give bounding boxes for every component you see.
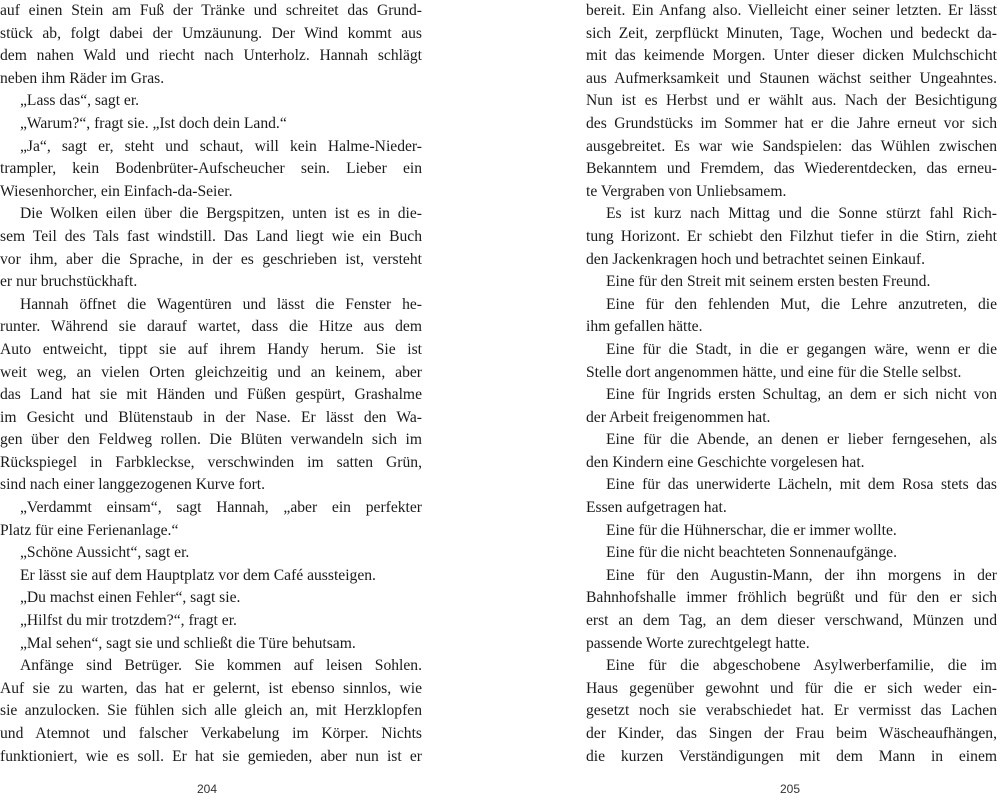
- text-line: „Mal sehen“, sagt sie und schließt die Türe behutsam.: [20, 634, 356, 652]
- text-line: neben ihm Räder im Gras.: [0, 69, 165, 87]
- text-line: dem nahen Wald und riecht nach Unterholz. Hannah schlägt: [0, 47, 422, 65]
- right-page: [500, 0, 1000, 800]
- text-line: der Kinder, das Singen der Frau beim Wäscheaufhängen,: [586, 725, 997, 742]
- text-line: runter. Während sie darauf wartet, dass die Hitze aus dem: [0, 318, 422, 336]
- text-line: tung Horizont. Er schiebt den Filzhut tiefer in die Stirn, zieht: [586, 227, 997, 245]
- text-line: passende Worte zurechtgelegt hatte.: [586, 634, 810, 652]
- text-line: Auf sie zu warten, das hat er gelernt, ist ebenso sinnlos, wie: [0, 679, 422, 697]
- text-line: mit das keimende Morgen. Unter dieser dicken Mulchschicht: [586, 47, 997, 65]
- left-page-number: 204: [197, 782, 218, 796]
- text-line: „Ja“, sagt er, steht und schaut, will kein Halme-Nieder-: [20, 137, 422, 155]
- text-line: Die Wolken eilen über die Bergspitzen, unten ist es in die-: [20, 205, 422, 223]
- text-line: Haus gegenüber gewohnt und für die er sich weder ein-: [586, 679, 997, 697]
- text-line: er nur bruchstückhaft.: [0, 273, 138, 291]
- text-line: „Verdammt einsam“, sagt Hannah, „aber ein perfekter: [20, 499, 422, 517]
- text-line: Eine für Ingrids ersten Schultag, an dem er sich nicht von: [606, 386, 997, 404]
- text-line: Anfänge sind Betrüger. Sie kommen auf leisen Sohlen.: [20, 657, 422, 675]
- text-line: Auto entweicht, tippt sie auf ihrem Handy herum. Sie ist: [0, 340, 422, 358]
- text-line: Wiesenhorcher, ein Einfach-da-Seier.: [0, 182, 233, 200]
- text-line: vor ihm, aber die Sprache, in der es geschrieben ist, versteht: [0, 250, 422, 268]
- text-line: Eine für den Augustin-Mann, der ihn morgens in der: [606, 566, 997, 584]
- text-line: aus Aufmerksamkeit und Staunen wächst seither Ungeahntes.: [586, 69, 997, 87]
- text-line: stück ab, folgt dabei der Umzäunung. Der Wind kommt aus: [0, 24, 422, 42]
- text-line: auf einen Stein am Fuß der Tränke und schreitet das Grund-: [0, 2, 422, 19]
- text-line: der Arbeit freigenommen hat.: [586, 408, 771, 426]
- text-line: Eine für die Hühnerschar, die er immer wollte.: [606, 521, 897, 539]
- text-line: Platz für eine Ferienanlage.“: [0, 521, 179, 539]
- text-line: ihm gefallen hätte.: [586, 318, 703, 336]
- text-line: ausgebreitet. Es war wie Sandspielen: das Wühlen zwischen: [586, 137, 997, 155]
- text-line: trampler, kein Bodenbrüter-Aufscheucher sein. Lieber ein: [0, 160, 422, 178]
- text-line: Hannah öffnet die Wagentüren und lässt die Fenster he-: [20, 295, 422, 313]
- text-line: „Lass das“, sagt er.: [20, 92, 140, 110]
- text-line: sem Teil des Tals fast windstill. Das Land liegt wie ein Buch: [0, 227, 422, 245]
- text-line: Essen aufgetragen hat.: [586, 499, 727, 517]
- text-line: im Gesicht und Blütenstaub in der Nase. Er lässt den Wa-: [0, 408, 422, 426]
- text-line: die kurzen Verständigungen mit dem Mann in einem: [586, 747, 997, 765]
- right-page-number: 205: [780, 782, 801, 796]
- text-line: gen über den Feldweg rollen. Die Blüten verwandeln sich im: [0, 431, 422, 449]
- right-page-text: [586, 0, 997, 768]
- text-line: und Atemnot und falscher Verkabelung im Körper. Nichts: [0, 725, 422, 742]
- text-line: Bekanntem und Fremdem, das Wiederentdecken, das erneu-: [586, 160, 997, 178]
- text-line: Eine für die Stadt, in die er gegangen wäre, wenn er die: [606, 340, 997, 358]
- text-line: Es ist kurz nach Mittag und die Sonne stürzt fahl Rich-: [606, 205, 997, 223]
- text-line: Bahnhofshalle immer fröhlich begrüßt und für den er sich: [586, 589, 997, 607]
- text-line: sich Zeit, zerpflückt Minuten, Tage, Wochen und bedeckt da-: [586, 24, 997, 42]
- text-line: „Schöne Aussicht“, sagt er.: [20, 544, 190, 562]
- text-line: des Grundstücks im Sommer hat er die Jahre erneut vor sich: [586, 114, 997, 132]
- text-line: sie anzulocken. Sie fühlen sich alle gleich an, mit Herzklopfen: [0, 702, 422, 720]
- text-line: „Warum?“, fragt sie. „Ist doch dein Land.“: [20, 114, 287, 132]
- text-line: te Vergraben von Unliebsamem.: [586, 182, 787, 200]
- text-line: gesetzt noch sie verabschiedet hat. Er vermisst das Lachen: [586, 702, 997, 720]
- text-line: Er lässt sie auf dem Hauptplatz vor dem Café aussteigen.: [20, 566, 376, 584]
- left-page-text: [0, 0, 422, 768]
- text-line: Eine für den Streit mit seinem ersten besten Freund.: [606, 273, 931, 291]
- text-line: Eine für die abgeschobene Asylwerberfamilie, die im: [606, 657, 997, 675]
- text-line: erst an dem Tag, an dem dieser verschwand, Münzen und: [586, 612, 997, 630]
- text-line: Eine für den fehlenden Mut, die Lehre anzutreten, die: [606, 295, 997, 313]
- text-line: Eine für die nicht beachteten Sonnenaufgänge.: [606, 544, 897, 562]
- text-line: „Du machst einen Fehler“, sagt sie.: [20, 589, 241, 607]
- text-line: Eine für die Abende, an denen er lieber ferngesehen, als: [606, 431, 997, 449]
- text-line: den Jackenkragen hoch und betrachtet seinen Einkauf.: [586, 250, 926, 268]
- text-line: weit weg, an vielen Orten gleichzeitig und an keinem, aber: [0, 363, 422, 381]
- text-line: Nun ist es Herbst und er wählt aus. Nach der Besichtigung: [586, 92, 997, 110]
- text-line: Eine für das unerwiderte Lächeln, mit dem Rosa stets das: [606, 476, 997, 494]
- text-line: „Hilfst du mir trotzdem?“, fragt er.: [20, 612, 237, 630]
- text-line: den Kindern eine Geschichte vorgelesen hat.: [586, 453, 865, 471]
- text-line: Stelle dort angenommen hätte, und eine für die Stelle selbst.: [586, 363, 962, 381]
- text-line: bereit. Ein Anfang also. Vielleicht einer seiner letzten. Er lässt: [586, 2, 997, 19]
- text-line: funktioniert, wie es soll. Er hat sie gemieden, aber nun ist er: [0, 747, 422, 765]
- text-line: Rückspiegel in Farbkleckse, verschwinden im satten Grün,: [0, 453, 422, 471]
- text-line: sind nach einer langgezogenen Kurve fort.: [0, 476, 265, 494]
- text-line: das Land hat sie mit Händen und Füßen gespürt, Grashalme: [0, 386, 422, 404]
